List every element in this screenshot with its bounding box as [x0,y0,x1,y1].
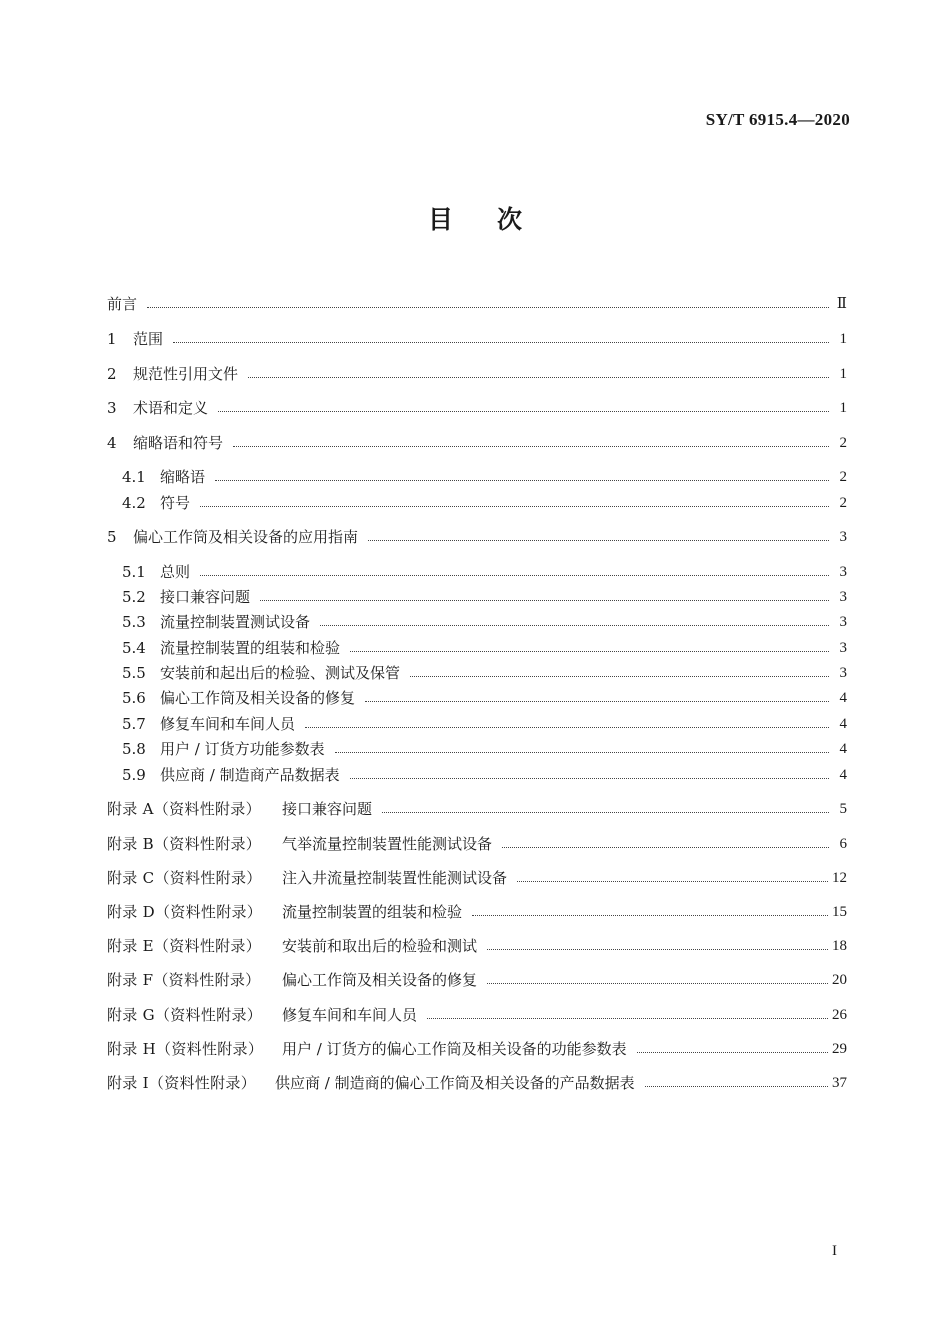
toc-entry-number: 5.7 [122,715,146,733]
toc-entry-page: 3 [839,614,847,630]
toc-entry-appendix-c[interactable] [107,866,847,890]
toc-entry-title: 缩略语和符号 [133,434,224,452]
toc-entry-page: 3 [839,529,847,545]
toc-entry-number: 4.1 [122,468,146,486]
dot-leader [427,1018,828,1019]
dot-leader [517,881,828,882]
toc-entry-5-3[interactable] [122,610,847,634]
toc-entry-page: 29 [832,1041,847,1057]
toc-entry-number: 附录 A（资料性附录） [107,800,261,818]
toc-entry-page: 2 [839,435,847,451]
toc-entry-number: 5 [107,528,117,546]
toc-entry-page: 12 [832,870,847,886]
toc-entry-page: 37 [832,1075,847,1091]
toc-entry-appendix-g[interactable] [107,1003,847,1027]
dot-leader [487,949,828,950]
toc-entry-appendix-f[interactable] [107,968,847,992]
toc-entry-title: 流量控制装置的组装和检验 [160,639,341,657]
toc-entry-number: 5.2 [122,588,146,606]
dot-leader [215,480,829,481]
toc-entry-page: Ⅱ [836,296,847,312]
toc-entry-title: 修复车间和车间人员 [160,715,296,733]
toc-entry-number: 4.2 [122,494,146,512]
toc-entry-1[interactable] [107,327,847,351]
dot-leader [365,701,829,702]
toc-entry-number: 2 [107,365,117,383]
toc-entry-appendix-e[interactable] [107,934,847,958]
toc-entry-5-8[interactable] [122,737,847,761]
toc-entry-5[interactable] [107,525,847,549]
toc-entry-number: 3 [107,399,117,417]
toc-entry-appendix-a[interactable] [107,797,847,821]
toc-entry-page: 26 [832,1007,847,1023]
toc-entry-title: 安装前和取出后的检验和测试 [282,937,478,955]
dot-leader [335,752,829,753]
toc-entry-foreword[interactable] [107,292,847,316]
toc-entry-number: 5.4 [122,639,146,657]
toc-entry-number: 5.6 [122,689,146,707]
toc-entry-page: 4 [839,767,847,783]
toc-entry-page: 18 [832,938,847,954]
toc-entry-4[interactable] [107,431,847,455]
toc-entry-title: 安装前和起出后的检验、测试及保管 [160,664,401,682]
toc-entry-number: 附录 E（资料性附录） [107,937,262,955]
toc-entry-title: 符号 [160,494,191,512]
toc-entry-page: 1 [839,400,847,416]
toc-entry-title: 供应商 / 制造商产品数据表 [160,766,340,784]
toc-entry-number: 5.9 [122,766,146,784]
toc-entry-page: 2 [839,469,847,485]
toc-entry-5-1[interactable] [122,560,847,584]
toc-entry-number: 1 [107,330,117,348]
toc-entry-title: 偏心工作筒及相关设备的修复 [160,689,356,707]
toc-entry-title: 规范性引用文件 [133,365,239,383]
toc-entry-title: 注入井流量控制装置性能测试设备 [282,869,508,887]
title-char-1: 目 [427,205,453,234]
toc-entry-page: 4 [839,690,847,706]
toc-entry-title: 缩略语 [160,468,206,486]
toc-entry-title: 修复车间和车间人员 [282,1006,418,1024]
toc-entry-appendix-d[interactable] [107,900,847,924]
toc-entry-page: 4 [839,741,847,757]
dot-leader [200,506,829,507]
dot-leader [487,983,828,984]
dot-leader [305,727,829,728]
title-char-2: 次 [497,205,523,234]
toc-entry-title: 流量控制装置测试设备 [160,613,311,631]
toc-entry-page: 3 [839,640,847,656]
toc-entry-title: 前言 [107,295,138,313]
toc-entry-number: 5.8 [122,740,146,758]
toc-entry-page: 2 [839,495,847,511]
toc-entry-number: 5.1 [122,563,146,581]
toc-entry-title: 范围 [133,330,164,348]
toc-entry-page: 20 [832,972,847,988]
toc-entry-page: 1 [839,366,847,382]
toc-entry-appendix-h[interactable] [107,1037,847,1061]
dot-leader [260,600,829,601]
toc-entry-number: 附录 F（资料性附录） [107,971,261,989]
toc-entry-page: 3 [839,564,847,580]
dot-leader [637,1052,828,1053]
toc-entry-3[interactable] [107,396,847,420]
toc-entry-appendix-i[interactable] [107,1071,847,1095]
standard-code: SY/T 6915.4—2020 [705,110,850,129]
toc-entry-5-4[interactable] [122,636,847,660]
dot-leader [218,411,829,412]
toc-entry-5-7[interactable] [122,712,847,736]
dot-leader [382,812,829,813]
toc-entry-2[interactable] [107,362,847,386]
toc-entry-number: 附录 D（资料性附录） [107,903,263,921]
toc-entry-title: 气举流量控制装置性能测试设备 [282,835,493,853]
toc-entry-page: 3 [839,665,847,681]
toc-entry-5-2[interactable] [122,585,847,609]
toc-entry-title: 接口兼容问题 [282,800,373,818]
toc-entry-title: 接口兼容问题 [160,588,251,606]
toc-entry-page: 4 [839,716,847,732]
toc-entry-page: 3 [839,589,847,605]
toc-entry-title: 用户 / 订货方功能参数表 [160,740,325,758]
toc-entry-title: 流量控制装置的组装和检验 [282,903,463,921]
toc-entry-title: 总则 [160,563,191,581]
toc-entry-5-5[interactable] [122,661,847,685]
dot-leader [350,651,829,652]
toc-entry-4-2[interactable] [122,491,847,515]
toc-entry-title: 术语和定义 [133,399,209,417]
toc-entry-number: 附录 I（资料性附录） [107,1074,256,1092]
toc-entry-number: 附录 B（资料性附录） [107,835,262,853]
toc-entry-appendix-b[interactable] [107,832,847,856]
dot-leader [233,446,829,447]
toc-entry-5-6[interactable] [122,686,847,710]
toc-entry-page: 1 [839,331,847,347]
dot-leader [200,575,829,576]
dot-leader [502,847,829,848]
dot-leader [368,540,829,541]
dot-leader [350,778,829,779]
dot-leader [410,676,829,677]
toc-entry-5-9[interactable] [122,763,847,787]
toc-entry-number: 4 [107,434,117,452]
toc-entry-title: 供应商 / 制造商的偏心工作筒及相关设备的产品数据表 [275,1074,635,1092]
toc-entry-4-1[interactable] [122,465,847,489]
page-number: I [832,1243,837,1259]
toc-entry-title: 偏心工作筒及相关设备的应用指南 [133,528,359,546]
toc-entry-title: 用户 / 订货方的偏心工作筒及相关设备的功能参数表 [282,1040,627,1058]
toc-entry-number: 5.3 [122,613,146,631]
toc-entry-title: 偏心工作筒及相关设备的修复 [282,971,478,989]
toc-entry-number: 附录 C（资料性附录） [107,869,262,887]
dot-leader [248,377,829,378]
toc-entry-page: 15 [832,904,847,920]
dot-leader [645,1086,828,1087]
dot-leader [147,307,829,308]
toc-entry-number: 5.5 [122,664,146,682]
toc-entry-page: 6 [839,836,847,852]
dot-leader [173,342,829,343]
toc-entry-number: 附录 G（资料性附录） [107,1006,263,1024]
dot-leader [320,625,829,626]
toc-entry-number: 附录 H（资料性附录） [107,1040,264,1058]
dot-leader [472,915,828,916]
toc-entry-page: 5 [839,801,847,817]
